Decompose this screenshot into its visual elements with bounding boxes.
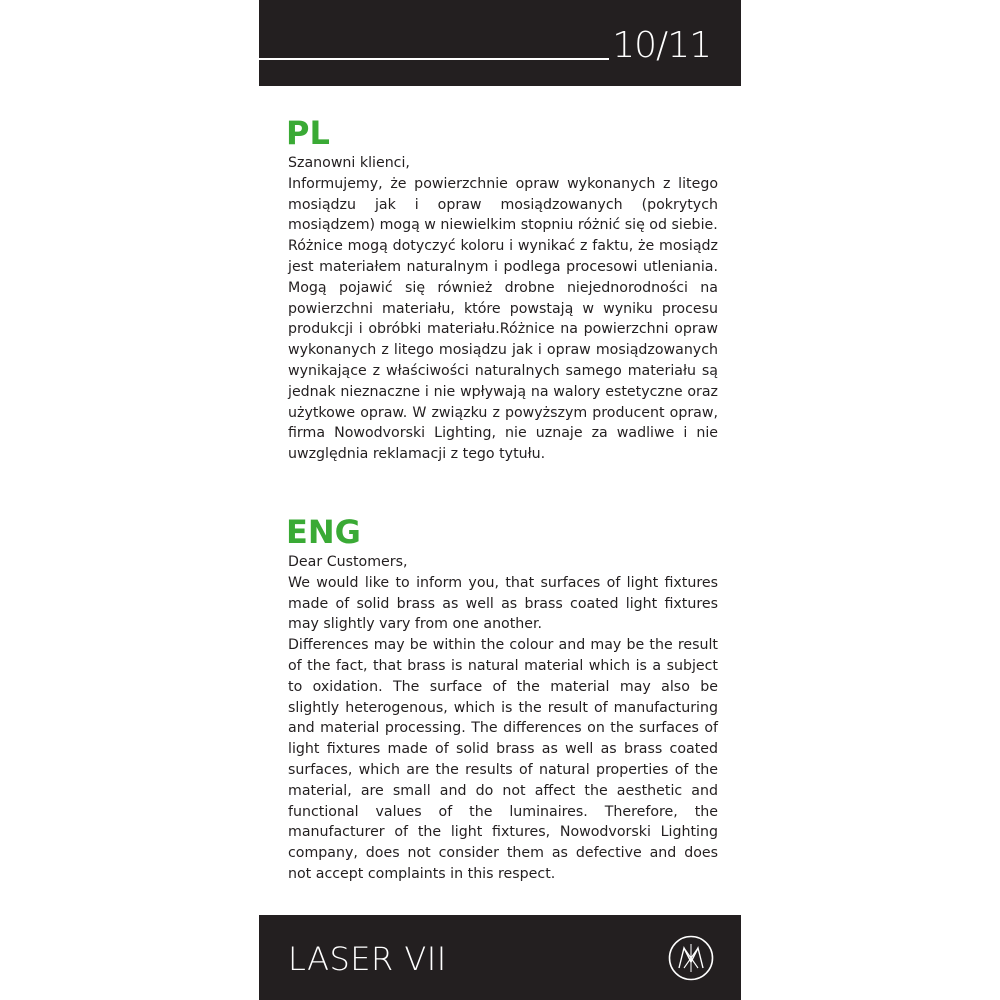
instruction-page	[259, 0, 741, 1000]
section-eng	[288, 512, 718, 885]
nowodvorski-logo-icon	[668, 935, 714, 981]
greeting-pl: Szanowni klienci,	[288, 155, 410, 171]
section-pl	[288, 113, 718, 465]
header-bar	[259, 0, 741, 86]
greeting-eng: Dear Customers,	[288, 554, 408, 570]
footer-bar	[259, 915, 741, 1000]
section-pl-body	[288, 153, 718, 465]
language-heading-pl: PL	[286, 114, 330, 152]
paragraph-pl-2: Różnice mogą dotyczyć koloru i wynikać z faktu, że mosiądz jest materiałem naturalnym i podlega procesowi utleniania. Mogą pojawić się również drobne niejednorodności na powierzchni materiału, które powstają w wyniku procesu produkcji i obróbki materiału.Różnice na powierzchni opraw wykonanych z litego mosiądzu jak i opraw mosiądzowanych wynikające z właściwości naturalnych samego materiału są jednak nieznaczne i nie wpływają na walory estetyczne oraz użytkowe opraw. W związku z powyższym producent opraw, firma Nowodvorski Lighting, nie uznaje za wadliwe i nie uwzględnia reklamacji z tego tytułu.	[288, 238, 718, 463]
paragraph-pl-1: Informujemy, że powierzchnie opraw wykonanych z litego mosiądzu jak i opraw mosiądzowanych (pokrytych mosiądzem) mogą w niewielkim stopniu różnić się od siebie.	[288, 175, 718, 234]
header-divider-line	[259, 58, 609, 60]
page-number: 10/11	[612, 25, 711, 66]
language-heading-eng: ENG	[286, 513, 361, 551]
product-name: LASER VII	[288, 940, 447, 978]
paragraph-eng-2: Differences may be within the colour and may be the result of the fact, that brass is natural material which is a subject to oxidation. The surface of the material may also be slightly heterogenous, which is the result of manufacturing and material processing. The differences on the surfaces of light fixtures made of solid brass as well as brass coated surfaces, which are the results of natural properties of the material, are small and do not affect the aesthetic and functional values of the luminaires. Therefore, the manufacturer of the light fixtures, Nowodvorski Lighting company, does not consider them as defective and does not accept complaints in this respect.	[288, 637, 718, 882]
section-eng-body	[288, 552, 718, 885]
paragraph-eng-1: We would like to inform you, that surfaces of light fixtures made of solid brass as well as brass coated light fixtures may slightly vary from one another.	[288, 574, 718, 633]
